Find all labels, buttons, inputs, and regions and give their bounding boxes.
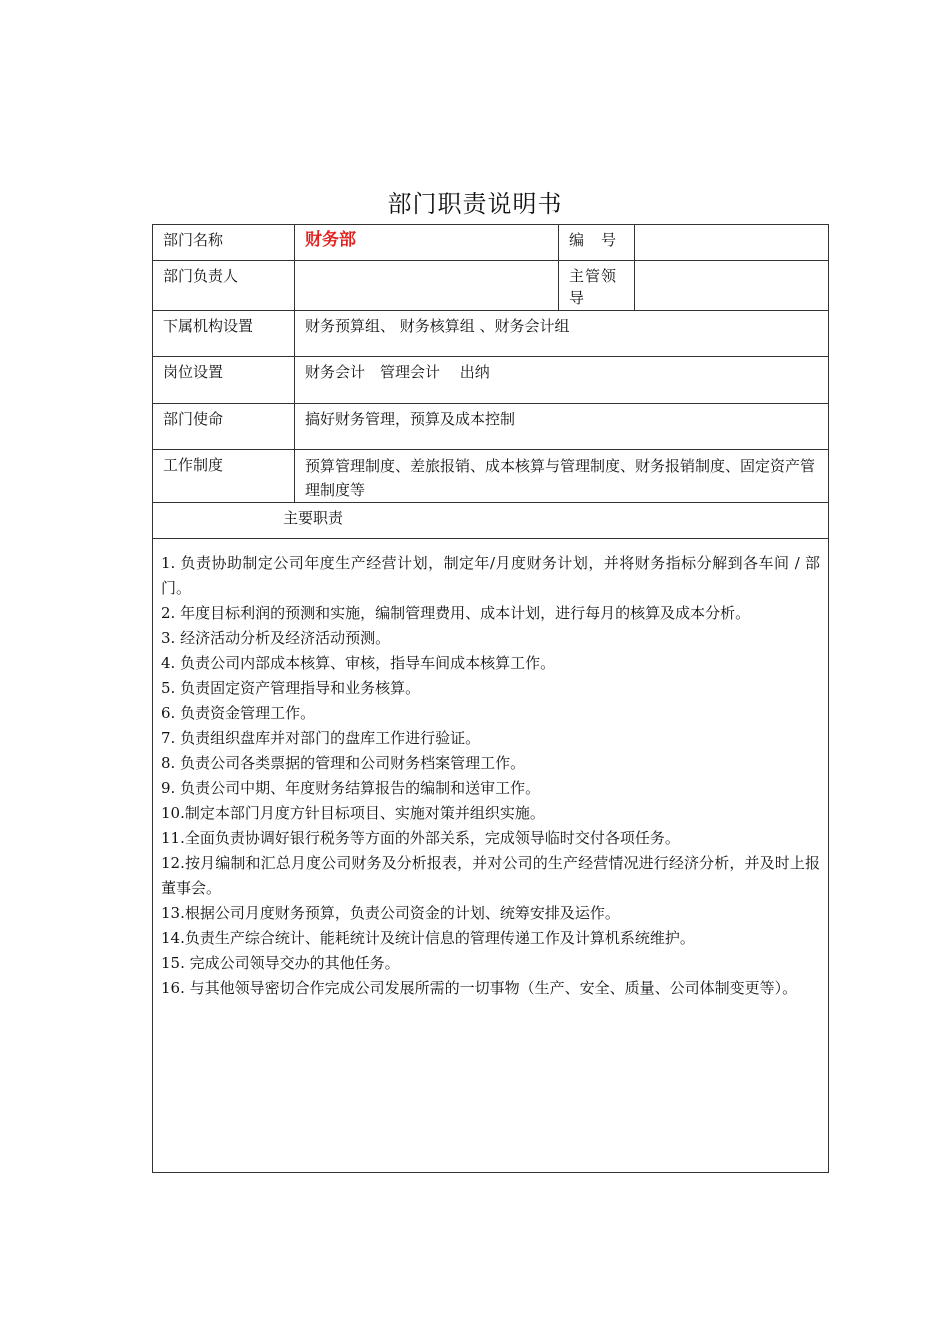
label-dept-head: 部门负责人 <box>153 261 295 311</box>
value-work-rules: 预算管理制度、差旅报销、成本核算与管理制度、财务报销制度、固定资产管理制度等 <box>295 450 829 503</box>
duty-item: 10.制定本部门月度方针目标项目、实施对策并组织实施。 <box>161 804 545 822</box>
value-sub-units: 财务预算组、 财务核算组 、财务会计组 <box>295 311 829 357</box>
value-number <box>635 225 829 261</box>
value-supervisor <box>635 261 829 311</box>
document-title: 部门职责说明书 <box>387 190 563 218</box>
duty-item: 11.全面负责协调好银行税务等方面的外部关系，完成领导临时交付各项任务。 <box>161 829 680 847</box>
duty-item: 5. 负责固定资产管理指导和业务核算。 <box>161 679 421 697</box>
label-number: 编 号 <box>559 225 635 261</box>
row-main-duties <box>153 539 829 1173</box>
duty-item: 9. 负责公司中期、年度财务结算报告的编制和送审工作。 <box>161 779 541 797</box>
dept-name-value: 财务部 <box>305 230 356 250</box>
duty-item: 16. 与其他领导密切合作完成公司发展所需的一切事物（生产、安全、质量、公司体制变更等）。 <box>161 979 798 997</box>
label-mission: 部门使命 <box>153 404 295 450</box>
row-sub-units <box>153 311 829 357</box>
duty-item: 7. 负责组织盘库并对部门的盘库工作进行验证。 <box>161 729 481 747</box>
duty-item: 1. 负责协助制定公司年度生产经营计划，制定年/月度财务计划，并将财务指标分解到各车间 / 部门。 <box>161 554 820 597</box>
row-dept-head <box>153 261 829 311</box>
label-work-rules: 工作制度 <box>153 450 295 503</box>
row-main-duties-header <box>153 503 829 539</box>
duty-item: 8. 负责公司各类票据的管理和公司财务档案管理工作。 <box>161 754 526 772</box>
main-duties-heading: 主要职责 <box>153 503 829 539</box>
duty-item: 2. 年度目标利润的预测和实施，编制管理费用、成本计划，进行每月的核算及成本分析。 <box>161 604 751 622</box>
row-work-rules <box>153 450 829 503</box>
label-sub-units: 下属机构设置 <box>153 311 295 357</box>
duty-item: 4. 负责公司内部成本核算、审核，指导车间成本核算工作。 <box>161 654 556 672</box>
department-responsibility-table <box>152 224 829 1173</box>
label-dept-name: 部门名称 <box>153 225 295 261</box>
value-positions: 财务会计 管理会计 出纳 <box>295 357 829 404</box>
duty-item: 6. 负责资金管理工作。 <box>161 704 316 722</box>
duty-item: 15. 完成公司领导交办的其他任务。 <box>161 954 400 972</box>
main-duties-list <box>153 539 829 1173</box>
value-mission: 搞好财务管理，预算及成本控制 <box>295 404 829 450</box>
value-dept-head <box>295 261 559 311</box>
row-positions <box>153 357 829 404</box>
duty-item: 12.按月编制和汇总月度公司财务及分析报表，并对公司的生产经营情况进行经济分析，并及时上报董事会。 <box>161 854 820 897</box>
duty-item: 13.根据公司月度财务预算，负责公司资金的计划、统筹安排及运作。 <box>161 904 620 922</box>
duty-item: 14.负责生产综合统计、能耗统计及统计信息的管理传递工作及计算机系统维护。 <box>161 929 695 947</box>
row-dept-name <box>153 225 829 261</box>
label-supervisor: 主管领导 <box>559 261 635 311</box>
duty-item: 3. 经济活动分析及经济活动预测。 <box>161 629 391 647</box>
label-positions: 岗位设置 <box>153 357 295 404</box>
value-dept-name <box>295 225 559 261</box>
row-mission <box>153 404 829 450</box>
